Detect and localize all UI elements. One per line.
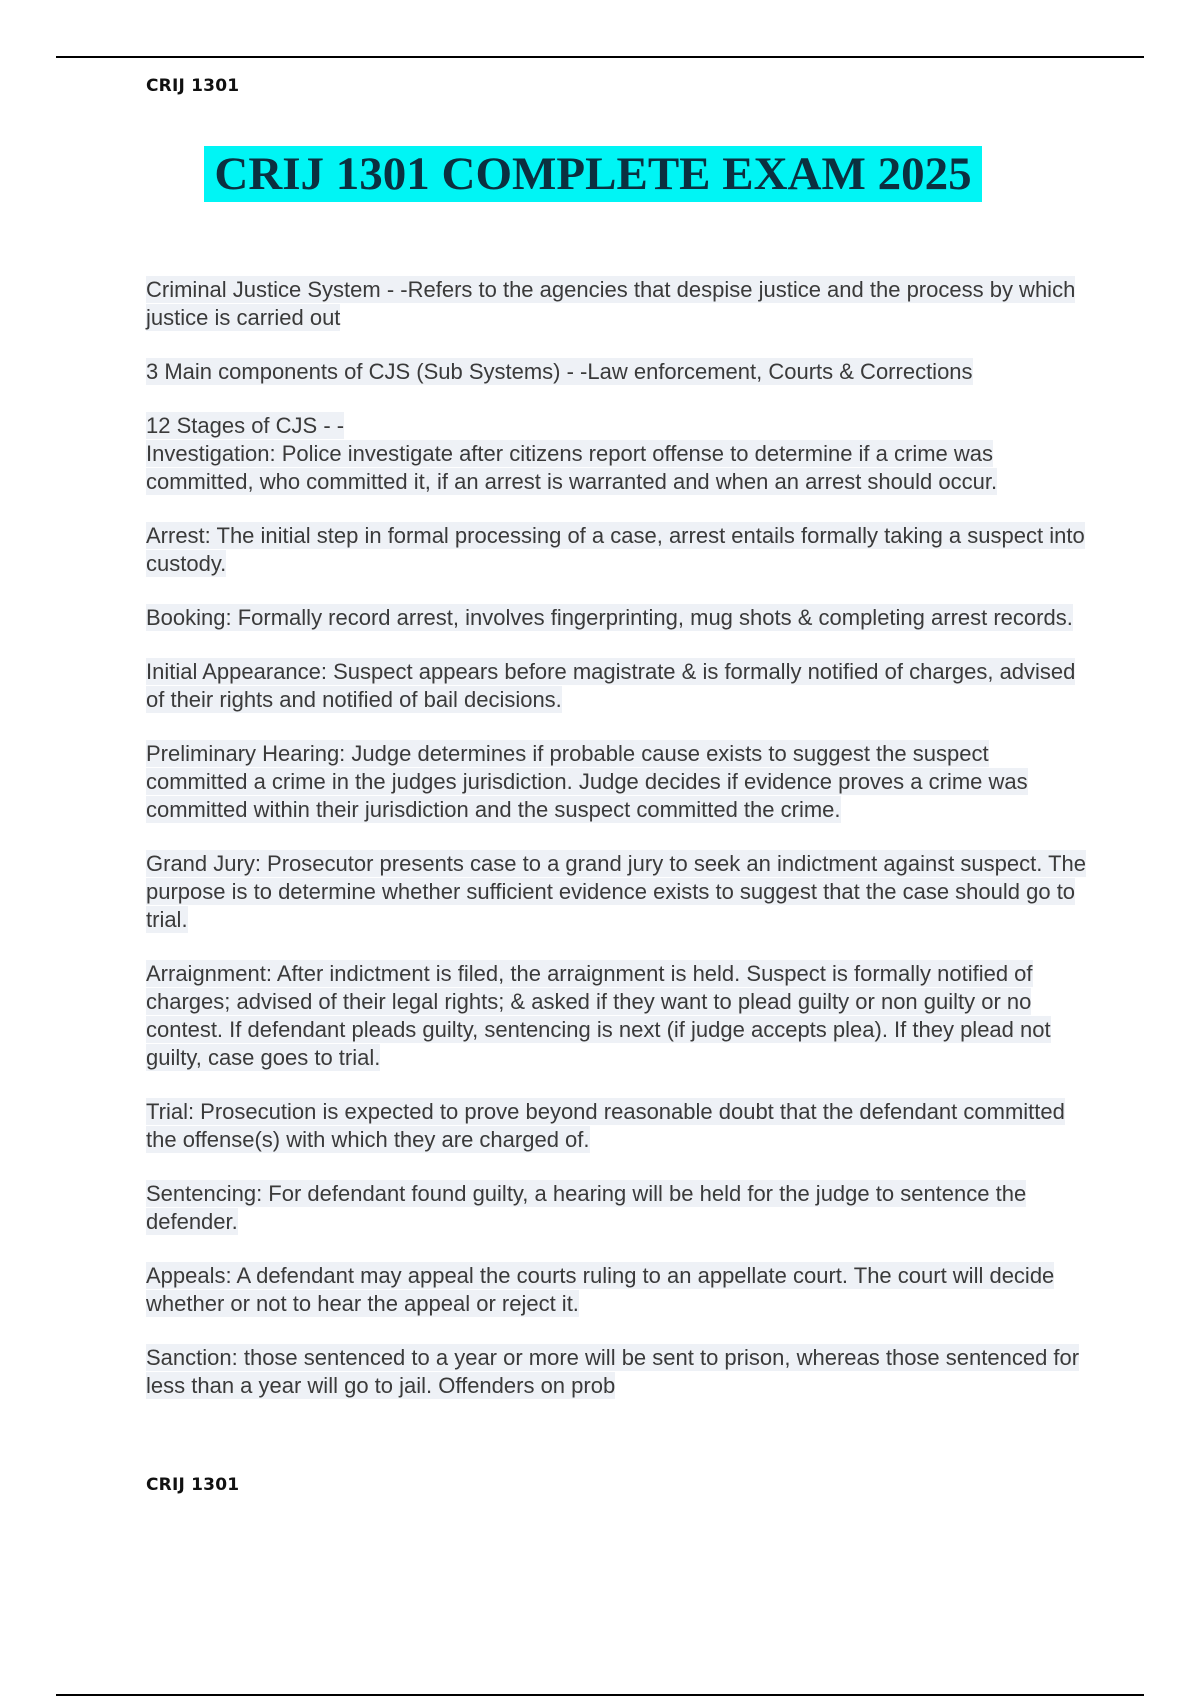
paragraph-sanction: Sanction: those sentenced to a year or more will be sent to prison, whereas those sentenced for less than a year will go to jail. Offenders on prob: [146, 1345, 1080, 1398]
paragraph-main-components: 3 Main components of CJS (Sub Systems) - -Law enforcement, Courts & Corrections: [146, 359, 973, 384]
paragraph-initial-appearance: Initial Appearance: Suspect appears before magistrate & is formally notified of charges, advised of their rights and notified of bail decisions.: [146, 659, 1076, 712]
paragraph-stages-heading: 12 Stages of CJS - -: [146, 413, 345, 438]
paragraph-trial: Trial: Prosecution is expected to prove beyond reasonable doubt that the defendant committed the offense(s) with which they are charged of.: [146, 1099, 1065, 1152]
footer-course-label: CRIJ 1301: [146, 1475, 240, 1495]
top-rule: [56, 56, 1144, 58]
bottom-rule: [56, 1694, 1144, 1696]
paragraph-arrest: Arrest: The initial step in formal processing of a case, arrest entails formally taking a suspect into custody.: [146, 523, 1085, 576]
paragraph-preliminary-hearing: Preliminary Hearing: Judge determines if probable cause exists to suggest the suspect committed a crime in the judges jurisdiction. Judge decides if evidence proves a crime was committed within their jurisdiction and the suspect committed the crime.: [146, 741, 1028, 822]
document-title: CRIJ 1301 COMPLETE EXAM 2025: [214, 148, 972, 200]
paragraph-appeals: Appeals: A defendant may appeal the courts ruling to an appellate court. The court will decide whether or not to hear the appeal or reject it.: [146, 1263, 1055, 1316]
paragraph-cjs-definition: Criminal Justice System - -Refers to the agencies that despise justice and the process by which justice is carried out: [146, 277, 1076, 330]
paragraph-arraignment: Arraignment: After indictment is filed, the arraignment is held. Suspect is formally notified of charges; advised of their legal rights; & asked if they want to plead guilty or non guilty or no contest. If defendant pleads guilty, sentencing is next (if judge accepts plea). If they plead not guilty, case goes to trial.: [146, 961, 1051, 1070]
paragraph-grand-jury: Grand Jury: Prosecutor presents case to a grand jury to seek an indictment against suspect. The purpose is to determine whether sufficient evidence exists to suggest that the case should go to trial.: [146, 851, 1086, 932]
title-highlight: [204, 146, 982, 202]
paragraph-sentencing: Sentencing: For defendant found guilty, a hearing will be held for the judge to sentence the defender.: [146, 1181, 1027, 1234]
document-body: [146, 276, 1086, 1426]
paragraph-booking: Booking: Formally record arrest, involves fingerprinting, mug shots & completing arrest records.: [146, 605, 1073, 630]
paragraph-investigation: Investigation: Police investigate after citizens report offense to determine if a crime was committed, who committed it, if an arrest is warranted and when an arrest should occur.: [146, 441, 998, 494]
header-course-label: CRIJ 1301: [146, 76, 240, 96]
